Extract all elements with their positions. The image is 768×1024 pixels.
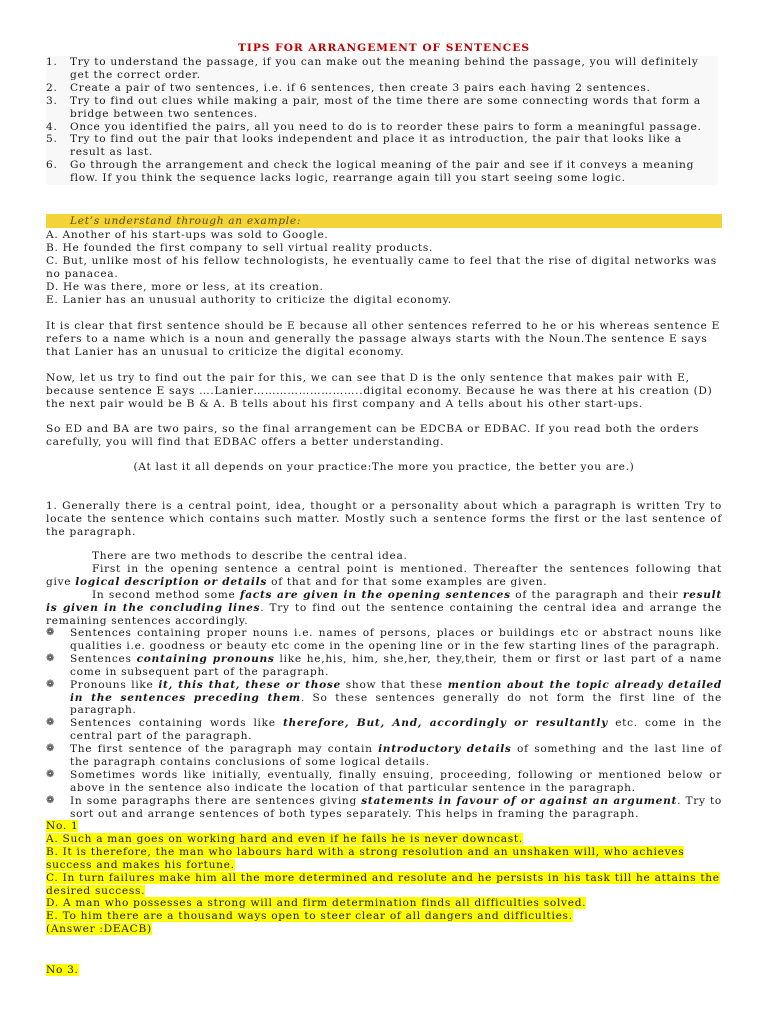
method-1: First in the opening sentence a central point is mentioned. Thereafter the sentences following that give logical description or details of that and for that some examples are given.	[46, 562, 722, 588]
fleuron-bullet-icon: ❁	[46, 627, 56, 638]
exercise-1-line-a: A. Such a man goes on working hard and even if he fails he is never downcast.	[46, 832, 523, 845]
fleuron-bullet-icon: ❁	[46, 717, 56, 729]
exercise-1-label: No. 1	[46, 820, 79, 832]
exercise-1-line-d: D. A man who possesses a strong will and firm determination finds all difficulties solved.	[46, 897, 587, 910]
bullet-item: ❁ The first sentence of the paragraph may contain introductory details of something and the last line of the paragraph contains conclusions of some logical details.	[46, 743, 722, 769]
exercise-1-line-b: B. It is therefore, the man who labours hard with a strong resolution and an unshaken will, who achieves success and makes his fortune.	[46, 845, 685, 871]
tip-item: 4. Once you identified the pairs, all you need to do is to reorder these pairs to form a meaningful passage.	[46, 120, 702, 133]
bullet-item: ❁ In some paragraphs there are sentences giving statements in favour of or against an argument. Try to sort out and arrange sentences of both types separately. This helps in framing the paragraph.	[46, 794, 722, 820]
explanation-paragraph-1: It is clear that first sentence should be E because all other sentences referred to he or his whereas sentence E refers to a name which is a noun and generally the passage always starts with the Noun.The sentence E says that Lanier has an unusual to criticize the digital economy.	[46, 320, 721, 358]
fleuron-bullet-icon: ❁	[46, 743, 56, 755]
bullet-item: ❁ Sentences containing pronouns like he,his, him, she,her, they,their, them or first or last part of a name come in subsequent part of the paragraph.	[46, 652, 722, 678]
exercise-1-line-e: E. To him there are a thousand ways open to steer clear of all dangers and difficulties.	[46, 910, 573, 923]
bullet-item: ❁ Sometimes words like initially, eventually, finally ensuing, proceeding, following or mentioned below or above in the sentence also indicate the location of that particular sentence in the paragraph.	[46, 768, 722, 794]
tip-item: 2. Create a pair of two sentences, i.e. if 6 sentences, then create 3 pairs each having 2 sentences.	[46, 81, 651, 94]
example-heading-highlight	[46, 214, 722, 228]
bullet-item: ❁ Sentences containing proper nouns i.e. names of persons, places or buildings etc or abstract nouns like qualities i.e. goodness or beauty etc come in the opening line or in the few starting lines of the paragraph.	[46, 627, 722, 652]
example-sentence-e: E. Lanier has an unusual authority to criticize the digital economy.	[46, 293, 452, 306]
methods-section	[46, 550, 722, 627]
bullet-item: ❁ Sentences containing words like therefore, But, And, accordingly or resultantly etc. come in the central part of the paragraph.	[46, 717, 722, 743]
tips-list	[46, 56, 718, 185]
example-sentences	[46, 229, 722, 306]
tip-item: 1. Try to understand the passage, if you can make out the meaning behind the passage, you will definitely get the correct order.	[46, 56, 699, 81]
explanation-paragraph-2: Now, let us try to find out the pair for this, we can see that D is the only sentence that makes pair with E, because sentence E says ….Lanier………………………..digital economy. Because he was there at his creation (D) the next pair would be B & A. B tells about his first company and A tells about his other start-ups.	[46, 372, 713, 410]
tip-item: 5. Try to find out the pair that looks independent and place it as introduction, the pair that looks like a result as last.	[46, 133, 682, 159]
document-title: TIPS FOR ARRANGEMENT OF SENTENCES	[238, 42, 530, 54]
exercise-3-label: No 3.	[46, 964, 79, 976]
fleuron-bullet-icon: ❁	[46, 794, 56, 806]
example-sentence-c: C. But, unlike most of his fellow technologists, he eventually came to feel that the rise of digital networks was no panacea.	[46, 254, 717, 280]
practice-note: (At last it all depends on your practice:The more you practice, the better you are.)	[133, 461, 635, 473]
fleuron-bullet-icon: ❁	[46, 678, 56, 690]
exercise-1-answer: (Answer :DEACB)	[46, 923, 152, 936]
tip-item: 6. Go through the arrangement and check the logical meaning of the pair and see if it conveys a meaning flow. If you think the sequence lacks logic, rearrange again till you start seeing some logic.	[46, 159, 695, 185]
tips-bullet-list	[46, 627, 722, 821]
bullet-item: ❁ Pronouns like it, this that, these or those show that these mention about the topic already detailed in the sentences preceding them. So these sentences generally do not form the first line of the paragraph.	[46, 678, 722, 717]
example-sentence-d: D. He was there, more or less, at its creation.	[46, 280, 324, 293]
method-2: In second method some facts are given in the opening sentences of the paragraph and their result is given in the concluding lines. Try to find out the sentence containing the central idea and arrange the remaining sentences accordingly.	[46, 588, 722, 627]
tip-item: 3. Try to find out clues while making a pair, most of the time there are some connecting words that form a bridge between two sentences.	[46, 94, 701, 120]
explanation-paragraph-3: So ED and BA are two pairs, so the final arrangement can be EDCBA or EDBAC. If you read both the orders carefully, you will find that EDBAC offers a better understanding.	[46, 423, 700, 448]
section-1-paragraph: 1. Generally there is a central point, idea, thought or a personality about which a paragraph is written Try to locate the sentence which contains such matter. Mostly such a sentence forms the first or the last sentence of the paragraph.	[46, 500, 722, 538]
methods-intro: There are two methods to describe the central idea.	[92, 550, 408, 562]
fleuron-bullet-icon: ❁	[46, 652, 56, 664]
exercise-1	[46, 820, 722, 936]
example-heading: Let’s understand through an example:	[70, 215, 302, 227]
example-sentence-b: B. He founded the first company to sell virtual reality products.	[46, 241, 434, 254]
exercise-1-line-c: C. In turn failures make him all the more determined and resolute and he persists in his task till he attains the desired success.	[46, 871, 720, 897]
fleuron-bullet-icon: ❁	[46, 768, 56, 780]
example-sentence-a: A. Another of his start-ups was sold to Google.	[46, 229, 329, 241]
